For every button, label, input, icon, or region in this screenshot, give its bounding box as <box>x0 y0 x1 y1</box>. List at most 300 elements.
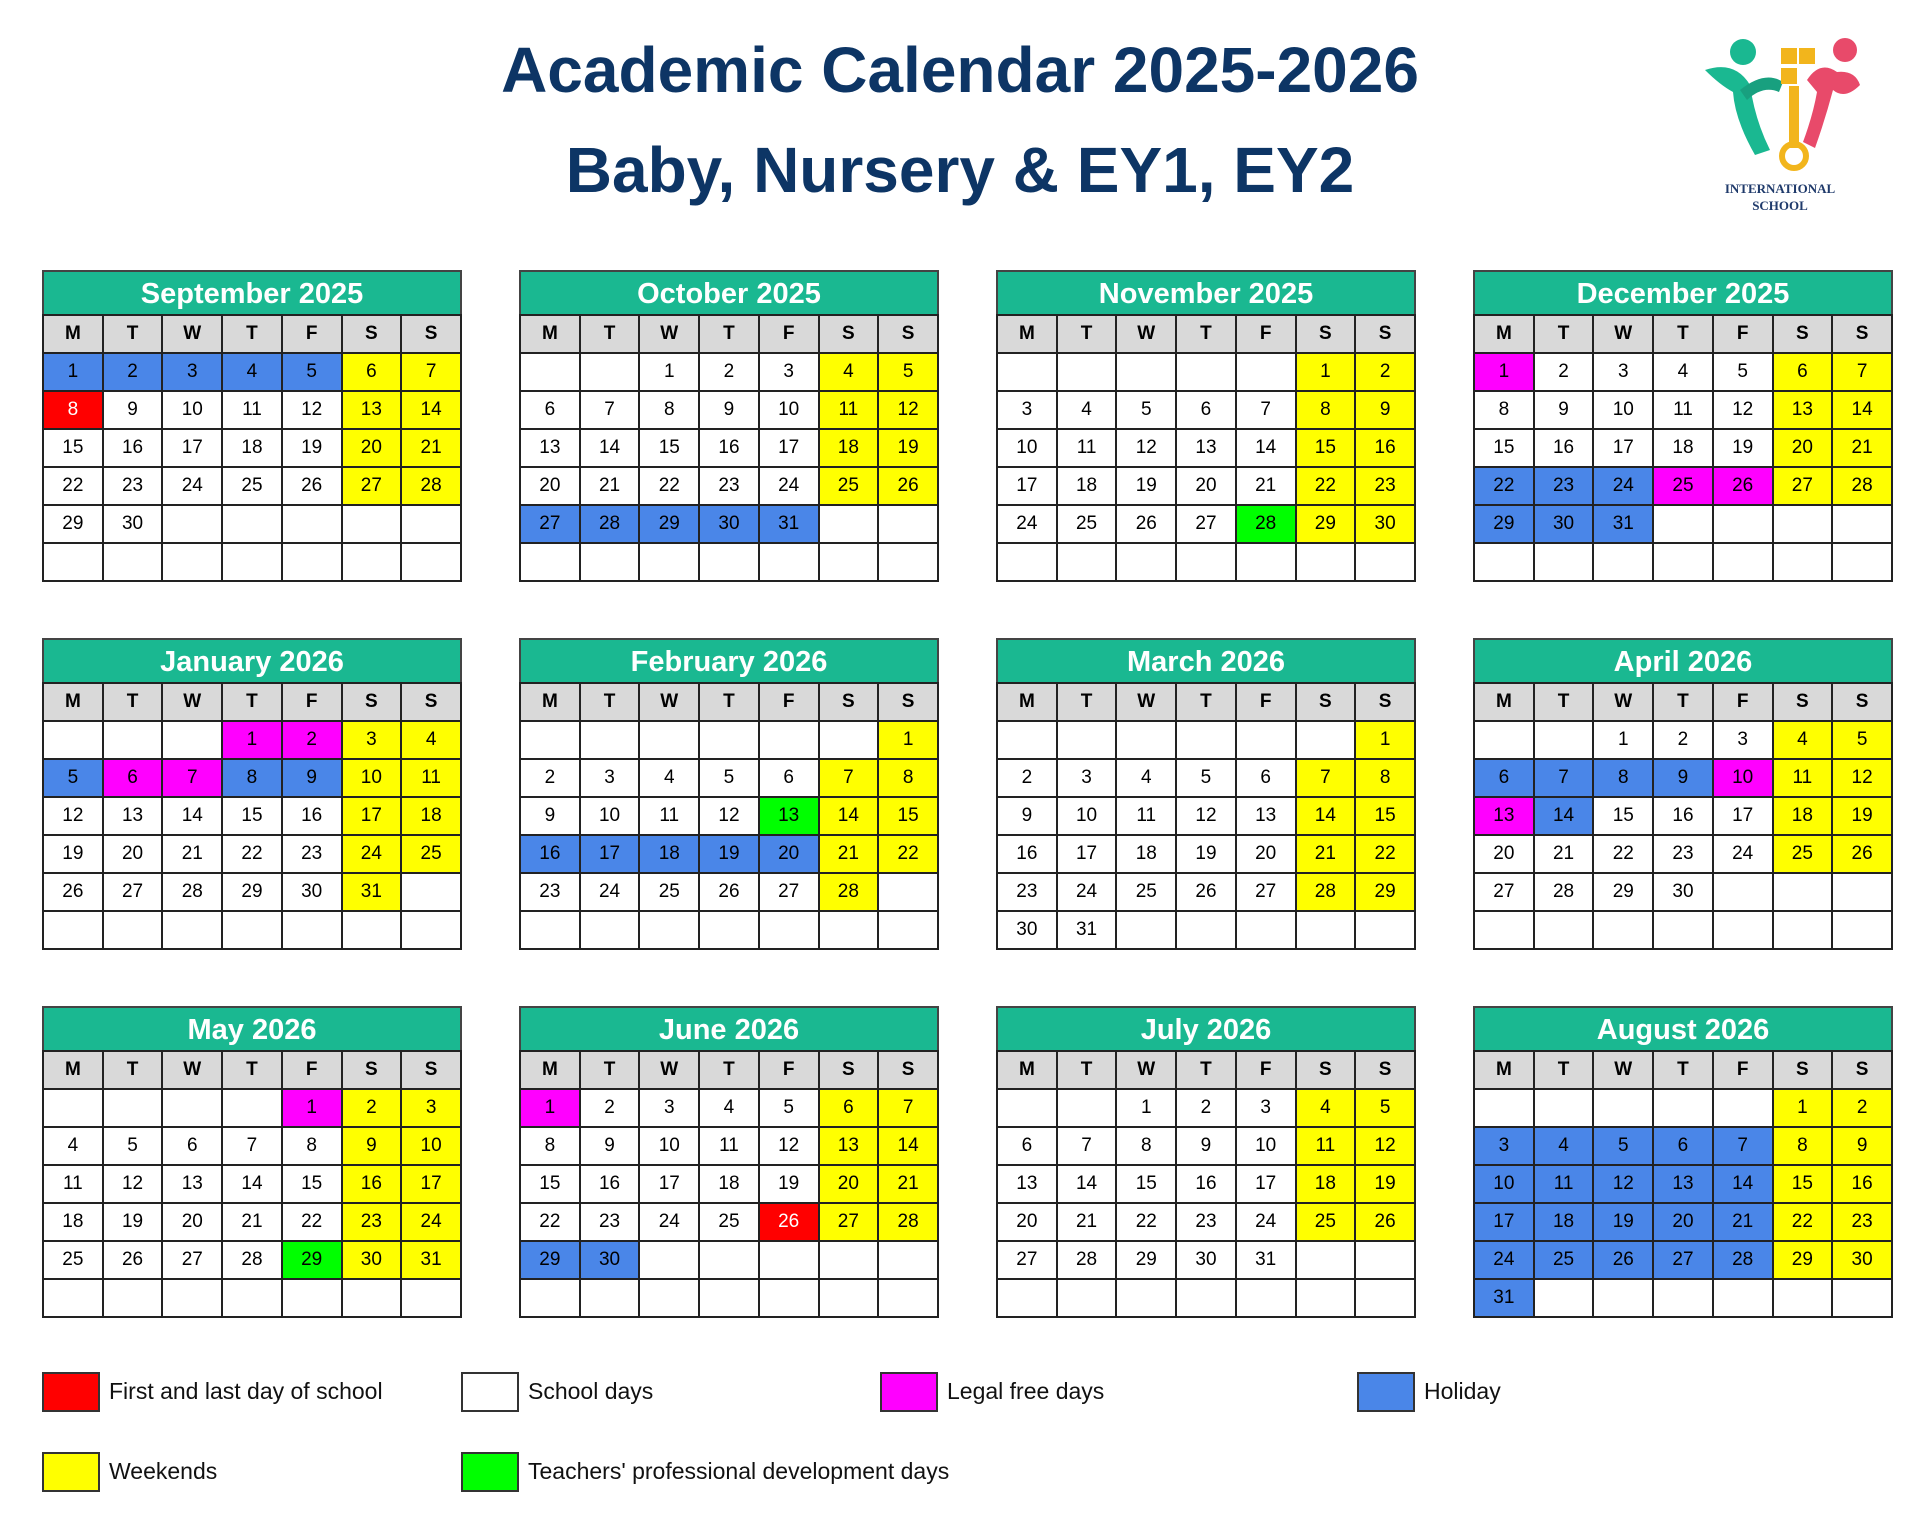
weekday-header: T <box>1653 683 1713 721</box>
day-cell: 30 <box>342 1241 402 1279</box>
day-cell: 9 <box>282 759 342 797</box>
empty-cell <box>1653 911 1713 949</box>
day-cell: 21 <box>162 835 222 873</box>
day-cell: 24 <box>580 873 640 911</box>
weekday-header: F <box>282 315 342 353</box>
day-cell: 10 <box>1057 797 1117 835</box>
day-cell: 6 <box>1773 353 1833 391</box>
day-cell: 4 <box>222 353 282 391</box>
day-cell: 14 <box>580 429 640 467</box>
empty-cell <box>878 873 938 911</box>
weekday-header: T <box>580 1051 640 1089</box>
day-cell: 3 <box>162 353 222 391</box>
empty-cell <box>878 911 938 949</box>
day-cell: 19 <box>1176 835 1236 873</box>
day-cell: 4 <box>401 721 461 759</box>
day-cell: 15 <box>1474 429 1534 467</box>
week-row <box>997 391 1415 429</box>
day-cell: 16 <box>282 797 342 835</box>
week-row <box>1474 467 1892 505</box>
day-cell: 22 <box>1773 1203 1833 1241</box>
day-cell: 19 <box>1355 1165 1415 1203</box>
empty-cell <box>699 721 759 759</box>
day-cell: 1 <box>1355 721 1415 759</box>
empty-cell <box>1773 911 1833 949</box>
page-subtitle: Baby, Nursery & EY1, EY2 <box>565 134 1355 206</box>
month-april-2026 <box>1473 638 1893 950</box>
day-cell: 2 <box>580 1089 640 1127</box>
day-cell: 4 <box>1057 391 1117 429</box>
week-row <box>520 505 938 543</box>
day-cell: 24 <box>759 467 819 505</box>
day-cell: 23 <box>1534 467 1594 505</box>
day-cell: 15 <box>1593 797 1653 835</box>
day-cell: 3 <box>997 391 1057 429</box>
month-september-2025 <box>42 270 462 582</box>
day-cell: 14 <box>401 391 461 429</box>
empty-cell <box>1236 543 1296 581</box>
day-cell: 27 <box>162 1241 222 1279</box>
empty-cell <box>1057 543 1117 581</box>
week-row <box>997 1165 1415 1203</box>
empty-cell <box>759 911 819 949</box>
day-cell: 16 <box>1832 1165 1892 1203</box>
empty-cell <box>401 873 461 911</box>
week-row <box>1474 721 1892 759</box>
day-cell: 13 <box>1773 391 1833 429</box>
weekday-header-row <box>43 1051 461 1089</box>
day-cell: 17 <box>759 429 819 467</box>
day-cell: 17 <box>580 835 640 873</box>
day-cell: 29 <box>639 505 699 543</box>
legend-swatch <box>1357 1372 1415 1412</box>
day-cell: 14 <box>162 797 222 835</box>
day-cell: 14 <box>1296 797 1356 835</box>
empty-cell <box>342 505 402 543</box>
day-cell: 27 <box>819 1203 879 1241</box>
day-cell: 15 <box>1355 797 1415 835</box>
day-cell: 2 <box>103 353 163 391</box>
day-cell: 16 <box>1176 1165 1236 1203</box>
day-cell: 26 <box>1176 873 1236 911</box>
day-cell: 8 <box>1474 391 1534 429</box>
day-cell: 11 <box>639 797 699 835</box>
week-row <box>1474 1127 1892 1165</box>
day-cell: 8 <box>1593 759 1653 797</box>
empty-cell <box>1296 543 1356 581</box>
month-july-2026 <box>996 1006 1416 1318</box>
day-cell: 23 <box>1355 467 1415 505</box>
day-cell: 4 <box>819 353 879 391</box>
day-cell: 4 <box>699 1089 759 1127</box>
day-cell: 19 <box>1593 1203 1653 1241</box>
month-title: April 2026 <box>1473 638 1893 682</box>
day-cell: 7 <box>162 759 222 797</box>
empty-cell <box>1236 1279 1296 1317</box>
weekday-header: T <box>222 1051 282 1089</box>
day-cell: 6 <box>819 1089 879 1127</box>
weekday-header: S <box>819 1051 879 1089</box>
month-january-2026 <box>42 638 462 950</box>
empty-cell <box>759 1279 819 1317</box>
weekday-header: T <box>1176 315 1236 353</box>
day-cell: 18 <box>43 1203 103 1241</box>
week-row <box>997 467 1415 505</box>
weekday-header: T <box>1534 315 1594 353</box>
day-cell: 18 <box>1057 467 1117 505</box>
empty-cell <box>1832 873 1892 911</box>
month-table <box>996 1050 1416 1318</box>
day-cell: 3 <box>1057 759 1117 797</box>
day-cell: 3 <box>1474 1127 1534 1165</box>
day-cell: 28 <box>1296 873 1356 911</box>
month-february-2026 <box>519 638 939 950</box>
weekday-header: F <box>759 683 819 721</box>
empty-cell <box>162 1089 222 1127</box>
empty-cell <box>162 911 222 949</box>
empty-cell <box>103 543 163 581</box>
day-cell: 21 <box>1713 1203 1773 1241</box>
day-cell: 28 <box>1832 467 1892 505</box>
month-table <box>1473 682 1893 950</box>
day-cell: 8 <box>282 1127 342 1165</box>
day-cell: 20 <box>1653 1203 1713 1241</box>
day-cell: 2 <box>997 759 1057 797</box>
day-cell: 25 <box>1653 467 1713 505</box>
day-cell: 21 <box>878 1165 938 1203</box>
day-cell: 22 <box>1474 467 1534 505</box>
day-cell: 26 <box>1593 1241 1653 1279</box>
day-cell: 20 <box>1236 835 1296 873</box>
legend-swatch <box>42 1452 100 1492</box>
day-cell: 29 <box>1116 1241 1176 1279</box>
day-cell: 13 <box>1653 1165 1713 1203</box>
day-cell: 5 <box>282 353 342 391</box>
day-cell: 7 <box>401 353 461 391</box>
day-cell: 5 <box>43 759 103 797</box>
day-cell: 19 <box>699 835 759 873</box>
day-cell: 9 <box>699 391 759 429</box>
empty-cell <box>580 543 640 581</box>
week-row <box>43 835 461 873</box>
week-row <box>43 429 461 467</box>
day-cell: 13 <box>819 1127 879 1165</box>
day-cell: 19 <box>1713 429 1773 467</box>
day-cell: 11 <box>1057 429 1117 467</box>
month-table <box>1473 1050 1893 1318</box>
weekday-header: S <box>1355 1051 1415 1089</box>
day-cell: 19 <box>1116 467 1176 505</box>
week-row <box>1474 797 1892 835</box>
empty-cell <box>997 1089 1057 1127</box>
weekday-header: T <box>103 1051 163 1089</box>
weekday-header: T <box>222 683 282 721</box>
empty-cell <box>1653 1089 1713 1127</box>
day-cell: 23 <box>103 467 163 505</box>
day-cell: 21 <box>1296 835 1356 873</box>
day-cell: 19 <box>759 1165 819 1203</box>
week-row <box>1474 543 1892 581</box>
empty-cell <box>997 353 1057 391</box>
empty-cell <box>1057 353 1117 391</box>
week-row <box>997 797 1415 835</box>
day-cell: 2 <box>520 759 580 797</box>
weekday-header: F <box>1236 315 1296 353</box>
week-row <box>1474 1279 1892 1317</box>
empty-cell <box>103 721 163 759</box>
empty-cell <box>43 1279 103 1317</box>
day-cell: 11 <box>1534 1165 1594 1203</box>
empty-cell <box>878 543 938 581</box>
week-row <box>43 911 461 949</box>
day-cell: 21 <box>580 467 640 505</box>
day-cell: 30 <box>699 505 759 543</box>
day-cell: 3 <box>401 1089 461 1127</box>
empty-cell <box>1713 505 1773 543</box>
week-row <box>43 1165 461 1203</box>
day-cell: 28 <box>1713 1241 1773 1279</box>
day-cell: 14 <box>1057 1165 1117 1203</box>
week-row <box>520 467 938 505</box>
empty-cell <box>819 543 879 581</box>
day-cell: 18 <box>639 835 699 873</box>
empty-cell <box>222 911 282 949</box>
empty-cell <box>1593 1279 1653 1317</box>
weekday-header-row <box>1474 683 1892 721</box>
empty-cell <box>1355 911 1415 949</box>
month-table <box>42 1050 462 1318</box>
day-cell: 23 <box>1176 1203 1236 1241</box>
day-cell: 9 <box>1832 1127 1892 1165</box>
day-cell: 24 <box>1474 1241 1534 1279</box>
empty-cell <box>1653 543 1713 581</box>
weekday-header: W <box>1593 683 1653 721</box>
day-cell: 20 <box>819 1165 879 1203</box>
weekday-header: S <box>1296 315 1356 353</box>
day-cell: 19 <box>1832 797 1892 835</box>
day-cell: 26 <box>1713 467 1773 505</box>
day-cell: 26 <box>1355 1203 1415 1241</box>
empty-cell <box>1236 911 1296 949</box>
day-cell: 5 <box>699 759 759 797</box>
day-cell: 17 <box>1236 1165 1296 1203</box>
weekday-header: T <box>1534 683 1594 721</box>
day-cell: 13 <box>1474 797 1534 835</box>
empty-cell <box>1474 543 1534 581</box>
weekday-header: T <box>1057 683 1117 721</box>
day-cell: 13 <box>759 797 819 835</box>
legend-swatch <box>880 1372 938 1412</box>
empty-cell <box>1534 721 1594 759</box>
day-cell: 10 <box>1236 1127 1296 1165</box>
empty-cell <box>1116 721 1176 759</box>
empty-cell <box>1773 543 1833 581</box>
week-row <box>997 873 1415 911</box>
day-cell: 17 <box>1057 835 1117 873</box>
day-cell: 17 <box>997 467 1057 505</box>
legend-label: First and last day of school <box>109 1378 383 1404</box>
empty-cell <box>639 543 699 581</box>
month-table <box>519 314 939 582</box>
week-row <box>520 797 938 835</box>
weekday-header: W <box>639 683 699 721</box>
empty-cell <box>1534 1279 1594 1317</box>
legend-label: Weekends <box>109 1458 218 1484</box>
weekday-header-row <box>520 315 938 353</box>
day-cell: 27 <box>342 467 402 505</box>
day-cell: 7 <box>1713 1127 1773 1165</box>
day-cell: 7 <box>819 759 879 797</box>
day-cell: 6 <box>1176 391 1236 429</box>
day-cell: 6 <box>103 759 163 797</box>
empty-cell <box>1176 543 1236 581</box>
day-cell: 22 <box>1296 467 1356 505</box>
day-cell: 28 <box>222 1241 282 1279</box>
day-cell: 20 <box>342 429 402 467</box>
day-cell: 17 <box>401 1165 461 1203</box>
empty-cell <box>759 721 819 759</box>
weekday-header: F <box>282 1051 342 1089</box>
day-cell: 13 <box>162 1165 222 1203</box>
day-cell: 17 <box>639 1165 699 1203</box>
day-cell: 6 <box>162 1127 222 1165</box>
day-cell: 10 <box>1713 759 1773 797</box>
weekday-header: T <box>222 315 282 353</box>
empty-cell <box>1236 353 1296 391</box>
day-cell: 1 <box>1593 721 1653 759</box>
weekday-header: S <box>401 1051 461 1089</box>
month-title: November 2025 <box>996 270 1416 314</box>
weekday-header: M <box>520 315 580 353</box>
empty-cell <box>520 721 580 759</box>
weekday-header: T <box>1653 1051 1713 1089</box>
day-cell: 21 <box>1832 429 1892 467</box>
day-cell: 2 <box>282 721 342 759</box>
day-cell: 13 <box>103 797 163 835</box>
weekday-header: S <box>1832 683 1892 721</box>
day-cell: 11 <box>699 1127 759 1165</box>
empty-cell <box>342 911 402 949</box>
empty-cell <box>997 1279 1057 1317</box>
empty-cell <box>580 911 640 949</box>
weekday-header-row <box>520 683 938 721</box>
empty-cell <box>1057 1089 1117 1127</box>
day-cell: 4 <box>639 759 699 797</box>
day-cell: 16 <box>997 835 1057 873</box>
day-cell: 9 <box>1355 391 1415 429</box>
week-row <box>997 835 1415 873</box>
empty-cell <box>1355 1241 1415 1279</box>
day-cell: 10 <box>342 759 402 797</box>
day-cell: 25 <box>699 1203 759 1241</box>
day-cell: 21 <box>1057 1203 1117 1241</box>
day-cell: 31 <box>401 1241 461 1279</box>
empty-cell <box>1116 543 1176 581</box>
day-cell: 9 <box>103 391 163 429</box>
weekday-header: S <box>1355 315 1415 353</box>
day-cell: 17 <box>1713 797 1773 835</box>
day-cell: 30 <box>1176 1241 1236 1279</box>
empty-cell <box>997 721 1057 759</box>
empty-cell <box>1713 1279 1773 1317</box>
weekday-header-row <box>997 315 1415 353</box>
legend-label: Holiday <box>1424 1378 1501 1404</box>
weekday-header-row <box>997 1051 1415 1089</box>
day-cell: 11 <box>222 391 282 429</box>
day-cell: 8 <box>1116 1127 1176 1165</box>
empty-cell <box>342 543 402 581</box>
day-cell: 8 <box>878 759 938 797</box>
day-cell: 17 <box>1474 1203 1534 1241</box>
day-cell: 28 <box>878 1203 938 1241</box>
week-row <box>43 353 461 391</box>
empty-cell <box>282 911 342 949</box>
weekday-header: W <box>1593 1051 1653 1089</box>
weekday-header: S <box>1832 315 1892 353</box>
empty-cell <box>103 1089 163 1127</box>
empty-cell <box>1534 911 1594 949</box>
day-cell: 11 <box>43 1165 103 1203</box>
empty-cell <box>1057 721 1117 759</box>
day-cell: 13 <box>342 391 402 429</box>
empty-cell <box>43 721 103 759</box>
day-cell: 16 <box>1653 797 1713 835</box>
day-cell: 30 <box>997 911 1057 949</box>
day-cell: 18 <box>1534 1203 1594 1241</box>
weekday-header: S <box>1296 683 1356 721</box>
empty-cell <box>1116 353 1176 391</box>
day-cell: 12 <box>699 797 759 835</box>
day-cell: 12 <box>103 1165 163 1203</box>
week-row <box>520 1279 938 1317</box>
empty-cell <box>43 911 103 949</box>
week-row <box>520 759 938 797</box>
empty-cell <box>878 1279 938 1317</box>
day-cell: 6 <box>1653 1127 1713 1165</box>
day-cell: 15 <box>282 1165 342 1203</box>
month-october-2025 <box>519 270 939 582</box>
week-row <box>43 721 461 759</box>
day-cell: 25 <box>1116 873 1176 911</box>
day-cell: 14 <box>819 797 879 835</box>
week-row <box>520 911 938 949</box>
day-cell: 3 <box>1713 721 1773 759</box>
day-cell: 1 <box>1116 1089 1176 1127</box>
week-row <box>520 1203 938 1241</box>
weekday-header: W <box>1116 1051 1176 1089</box>
empty-cell <box>1474 911 1534 949</box>
day-cell: 8 <box>222 759 282 797</box>
day-cell: 21 <box>222 1203 282 1241</box>
week-row <box>1474 1203 1892 1241</box>
empty-cell <box>162 505 222 543</box>
day-cell: 19 <box>43 835 103 873</box>
day-cell: 29 <box>1296 505 1356 543</box>
day-cell: 12 <box>1713 391 1773 429</box>
week-row <box>520 429 938 467</box>
empty-cell <box>997 543 1057 581</box>
day-cell: 20 <box>759 835 819 873</box>
month-title: October 2025 <box>519 270 939 314</box>
legend-label: Legal free days <box>947 1378 1105 1404</box>
weekday-header-row <box>43 683 461 721</box>
week-row <box>43 1203 461 1241</box>
day-cell: 9 <box>1653 759 1713 797</box>
day-cell: 18 <box>1773 797 1833 835</box>
day-cell: 9 <box>1534 391 1594 429</box>
empty-cell <box>1534 543 1594 581</box>
empty-cell <box>878 1241 938 1279</box>
